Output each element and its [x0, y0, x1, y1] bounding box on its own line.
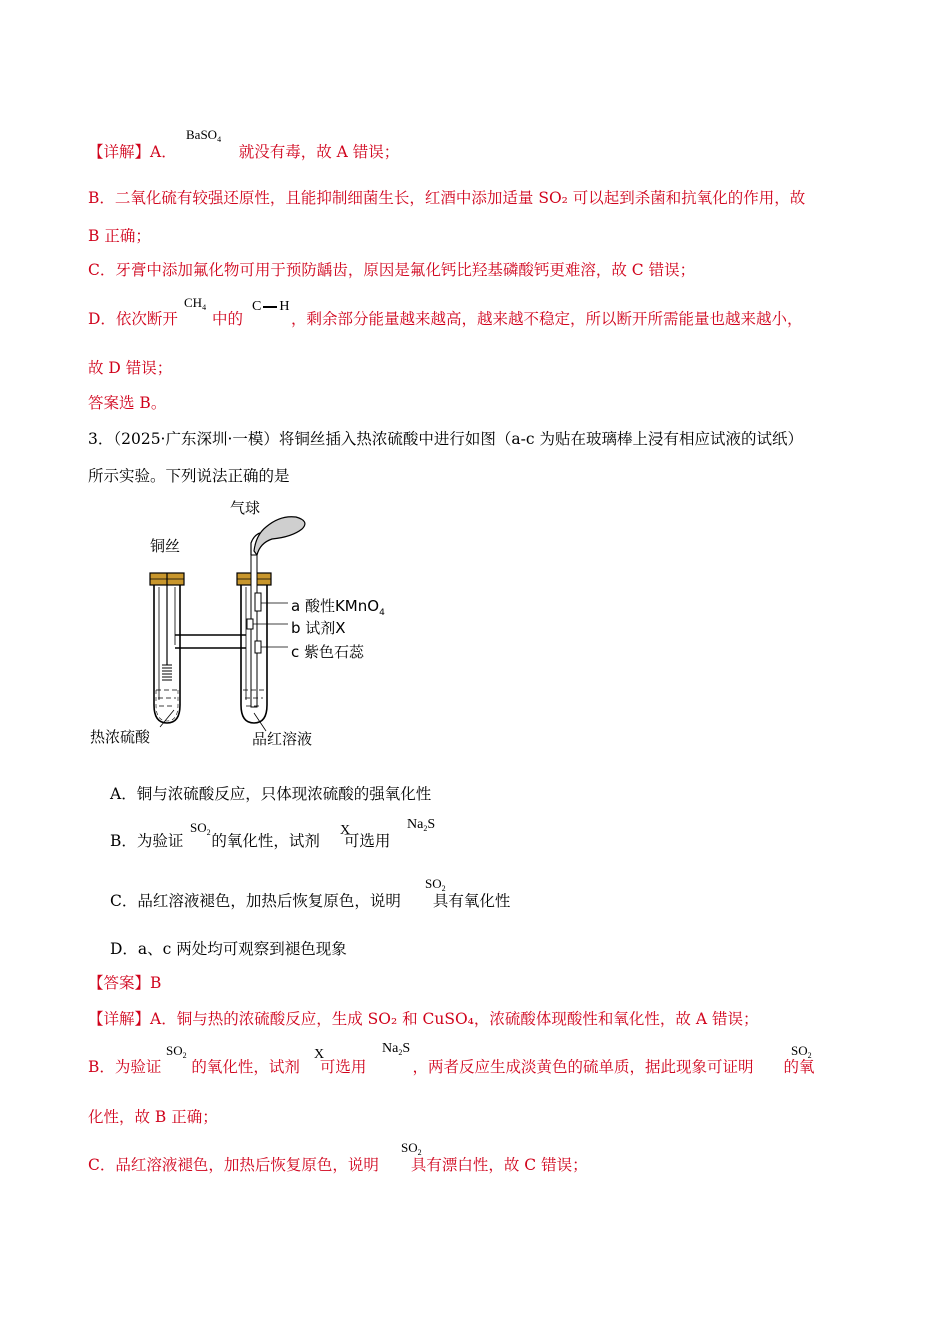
formula-c-h-bond: C H	[252, 299, 290, 314]
answer-line-1: 答案选 B。	[88, 394, 167, 412]
label-pinred: 品红溶液	[252, 730, 313, 748]
test-paper-b	[247, 619, 253, 629]
option-d: D．a、c 两处均可观察到褪色现象	[110, 940, 347, 958]
question3-stem-line2: 所示实验。下列说法正确的是	[88, 467, 290, 485]
detail-d-line2: 故 D 错误；	[88, 359, 173, 377]
detail-a-rest: 就没有毒，故 A 错误；	[238, 143, 400, 161]
label-hot-acid: 热浓硫酸	[90, 728, 151, 746]
apparatus-figure	[84, 495, 414, 750]
answer-line-3: 【答案】B	[88, 974, 162, 992]
formula-na2s-b: $Na_2S$	[407, 817, 436, 833]
detail3-a-line: 【详解】A．铜与热的浓硫酸反应，生成 SO₂ 和 CuSO₄，浓硫酸体现酸性和氧化性，故 A 错误；	[88, 1010, 759, 1028]
formula-so2-d3b2: $SO_2$	[791, 1043, 812, 1060]
option-b: B．为验证 的氧化性，试剂 可选用	[110, 832, 391, 850]
detail3-b-line2: 化性，故 B 正确；	[88, 1108, 218, 1126]
detail3-b-line: B．为验证 的氧化性，试剂 可选用 ，两者反应生成淡黄色的硫单质，据此现象可证明 的氧	[88, 1058, 815, 1076]
option-c: C．品红溶液褪色，加热后恢复原色，说明 具有氧化性	[110, 892, 511, 910]
option-a: A．铜与浓硫酸反应，只体现浓硫酸的强氧化性	[110, 785, 432, 803]
detail3-c-line: C．品红溶液褪色，加热后恢复原色，说明 具有漂白性，故 C 错误；	[88, 1156, 588, 1174]
formula-so2-d3b: $SO_2$	[166, 1043, 187, 1060]
detail-b-line1: B．二氧化硫有较强还原性，且能抑制细菌生长，红酒中添加适量 SO₂ 可以起到杀菌和抗氧化的作用，故	[88, 189, 806, 207]
label-balloon: 气球	[230, 499, 261, 517]
test-paper-a	[255, 593, 261, 611]
formula-baso4: BaSO$_4$	[186, 127, 222, 144]
label-copper-wire: 铜丝	[150, 537, 181, 555]
glass-rod	[251, 555, 257, 707]
label-a: a 酸性KMnO$_4$	[291, 597, 385, 618]
question3-stem-line1: 3．（2025·广东深圳·一模）将铜丝插入热浓硫酸中进行如图（a-c 为贴在玻璃棒上浸有相应试液的试纸）	[88, 430, 804, 448]
test-paper-c	[255, 641, 261, 653]
balloon	[254, 517, 305, 555]
formula-x-d3b: X	[314, 1047, 325, 1062]
detail-c-line: C．牙膏中添加氟化物可用于预防龋齿，原因是氟化钙比羟基磷酸钙更难溶，故 C 错误；	[88, 261, 696, 279]
detail-a-line	[88, 141, 399, 163]
formula-so2-d3c: $SO_2$	[401, 1140, 422, 1157]
detail-b-line2: B 正确；	[88, 227, 151, 245]
formula-na2s-d3b: $Na_2S$	[382, 1041, 411, 1057]
label-b: b 试剂X	[291, 619, 346, 637]
formula-ch4: $CH_4$	[184, 295, 207, 312]
detail-d-line: D．依次断开 中的 ，剩余部分能量越来越高，越来越不稳定，所以断开所需能量也越来越小，	[88, 310, 803, 328]
formula-so2-b: $SO_2$	[190, 820, 211, 837]
detail-a-prefix: 【详解】A．	[88, 143, 177, 161]
copper-coil	[162, 665, 172, 680]
formula-so2-c: $SO_2$	[425, 876, 446, 893]
connecting-tube	[175, 635, 246, 648]
label-c: c 紫色石蕊	[291, 643, 365, 661]
formula-x-b: X	[340, 823, 351, 838]
